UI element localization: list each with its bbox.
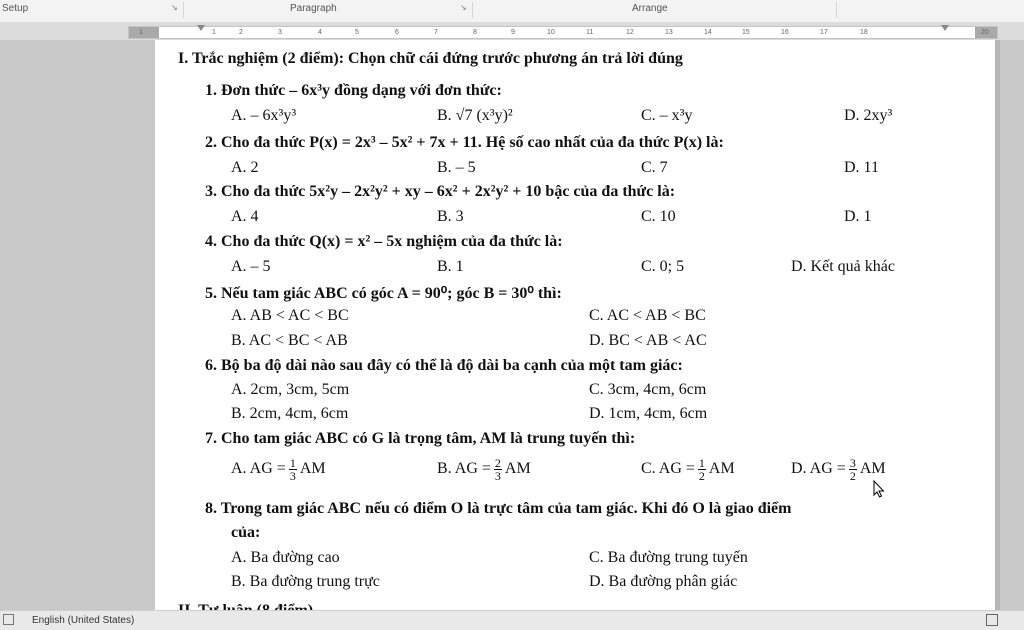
question-8: 8. Trong tam giác ABC nếu có điểm O là trực tâm của tam giác. Khi đó O là giao điểm: [205, 500, 792, 517]
fraction-numerator: 3: [849, 456, 856, 470]
ruler-tick: 6: [395, 29, 399, 36]
language-indicator[interactable]: English (United States): [32, 615, 135, 626]
answer-option: C. AC < AB < BC: [589, 307, 706, 324]
answer-option: C. 3cm, 4cm, 6cm: [589, 381, 707, 398]
ribbon-bar: [0, 0, 1024, 23]
question-6: 6. Bộ ba độ dài nào sau đây có thể là độ dài ba cạnh của một tam giác:: [205, 357, 683, 374]
fraction: [849, 457, 857, 482]
right-indent-marker[interactable]: [941, 25, 949, 31]
ruler-tick: 18: [860, 29, 868, 36]
question-2: 2. Cho đa thức P(x) = 2x³ – 5x² + 7x + 11. Hệ số cao nhất của đa thức P(x) là:: [205, 134, 724, 151]
answer-option: C. Ba đường trung tuyến: [589, 549, 748, 566]
option-prefix: D. AG =: [791, 460, 846, 478]
fraction-denominator: 3: [494, 469, 501, 483]
answer-option: C. 0; 5: [641, 258, 685, 275]
answer-option: A. – 5: [231, 258, 271, 275]
fraction: [289, 457, 297, 482]
question-7: 7. Cho tam giác ABC có G là trọng tâm, AM là trung tuyến thì:: [205, 430, 636, 447]
answer-option: B. AC < BC < AB: [231, 332, 348, 349]
option-suffix: AM: [708, 460, 735, 478]
answer-option: C. 10: [641, 208, 676, 225]
answer-option: D. 1cm, 4cm, 6cm: [589, 405, 708, 422]
answer-option: B. – 5: [437, 159, 476, 176]
arrange-group-label: Arrange: [632, 3, 668, 14]
page-setup-launcher-icon[interactable]: ↘: [171, 3, 178, 12]
ruler-tick: 7: [434, 29, 438, 36]
ruler-track: [128, 26, 998, 39]
answer-option: A. 2: [231, 159, 259, 176]
answer-option: D. BC < AB < AC: [589, 332, 707, 349]
answer-option: B. Ba đường trung trực: [231, 573, 380, 590]
ribbon-separator: [183, 2, 184, 18]
answer-option: B. 1: [437, 258, 464, 275]
ruler-tick: 10: [547, 29, 555, 36]
document-page[interactable]: [155, 40, 995, 610]
option-suffix: AM: [859, 460, 886, 478]
answer-option: D. 2xy³: [844, 107, 893, 124]
question-8-continued: của:: [231, 524, 261, 541]
answer-option: B. 3: [437, 208, 464, 225]
answer-option: D. 1: [844, 208, 872, 225]
page-setup-group-label: Setup: [2, 3, 29, 14]
first-line-indent-marker[interactable]: [197, 25, 205, 31]
option-prefix: C. AG =: [641, 460, 695, 478]
answer-option: D. Ba đường phân giác: [589, 573, 738, 590]
fraction-numerator: 1: [698, 456, 705, 470]
answer-option: [231, 457, 326, 482]
fraction-denominator: 2: [698, 469, 705, 483]
answer-option: [791, 457, 886, 482]
ribbon-separator: [472, 2, 473, 18]
ruler-tick: 12: [626, 29, 634, 36]
answer-option: A. Ba đường cao: [231, 549, 340, 566]
status-bar: [0, 610, 1024, 630]
ruler-tick: 8: [473, 29, 477, 36]
ruler-tick: 4: [318, 29, 322, 36]
mouse-cursor-icon: [873, 480, 885, 498]
answer-option: D. 11: [844, 159, 879, 176]
proofing-icon[interactable]: [3, 614, 14, 625]
answer-option: B. 2cm, 4cm, 6cm: [231, 405, 349, 422]
option-prefix: A. AG =: [231, 460, 286, 478]
ruler-tick: 2: [239, 29, 243, 36]
ruler-tick: 5: [355, 29, 359, 36]
answer-option: [437, 457, 531, 482]
ruler-tick: 3: [278, 29, 282, 36]
ruler-tick: 20: [981, 29, 989, 36]
answer-option: C. 7: [641, 159, 668, 176]
page-shadow: [995, 40, 1000, 610]
answer-option: [641, 457, 735, 482]
option-prefix: B. AG =: [437, 460, 491, 478]
ruler-tick: 14: [704, 29, 712, 36]
ruler-tick: 17: [820, 29, 828, 36]
question-4: 4. Cho đa thức Q(x) = x² – 5x nghiệm của đa thức là:: [205, 233, 563, 250]
fraction: [698, 457, 706, 482]
paragraph-launcher-icon[interactable]: ↘: [460, 3, 467, 12]
ruler-tick: 13: [665, 29, 673, 36]
answer-option: A. 2cm, 3cm, 5cm: [231, 381, 350, 398]
fraction-denominator: 2: [849, 469, 856, 483]
ruler-tick: 11: [586, 29, 594, 36]
ruler-tick: 1: [212, 29, 216, 36]
answer-option: B. √7 (x³y)²: [437, 107, 513, 124]
ribbon-separator: [836, 2, 837, 18]
option-suffix: AM: [504, 460, 531, 478]
ruler-tick: 16: [781, 29, 789, 36]
question-1: 1. Đơn thức – 6x³y đồng dạng với đơn thức:: [205, 82, 502, 99]
answer-option: C. – x³y: [641, 107, 693, 124]
fraction-numerator: 2: [494, 456, 501, 470]
answer-option: A. – 6x³y³: [231, 107, 297, 124]
fraction: [494, 457, 502, 482]
answer-option: A. 4: [231, 208, 259, 225]
horizontal-ruler[interactable]: [0, 22, 1024, 40]
ruler-left-margin: [129, 27, 159, 38]
fraction-denominator: 3: [289, 469, 296, 483]
ruler-tick: 9: [511, 29, 515, 36]
option-suffix: AM: [299, 460, 326, 478]
layout-icon[interactable]: [986, 614, 998, 626]
answer-option: A. AB < AC < BC: [231, 307, 349, 324]
question-3: 3. Cho đa thức 5x²y – 2x²y² + xy – 6x² + 2x²y² + 10 bậc của đa thức là:: [205, 183, 676, 200]
question-5: 5. Nếu tam giác ABC có góc A = 90⁰; góc B = 30⁰ thì:: [205, 285, 562, 302]
paragraph-group-label: Paragraph: [290, 3, 337, 14]
ruler-tick: 1: [139, 29, 143, 36]
section-title: I. Trắc nghiệm (2 điểm): Chọn chữ cái đứng trước phương án trả lời đúng: [178, 50, 683, 67]
ruler-tick: 15: [742, 29, 750, 36]
answer-option: D. Kết quả khác: [791, 258, 895, 275]
fraction-numerator: 1: [289, 456, 296, 470]
